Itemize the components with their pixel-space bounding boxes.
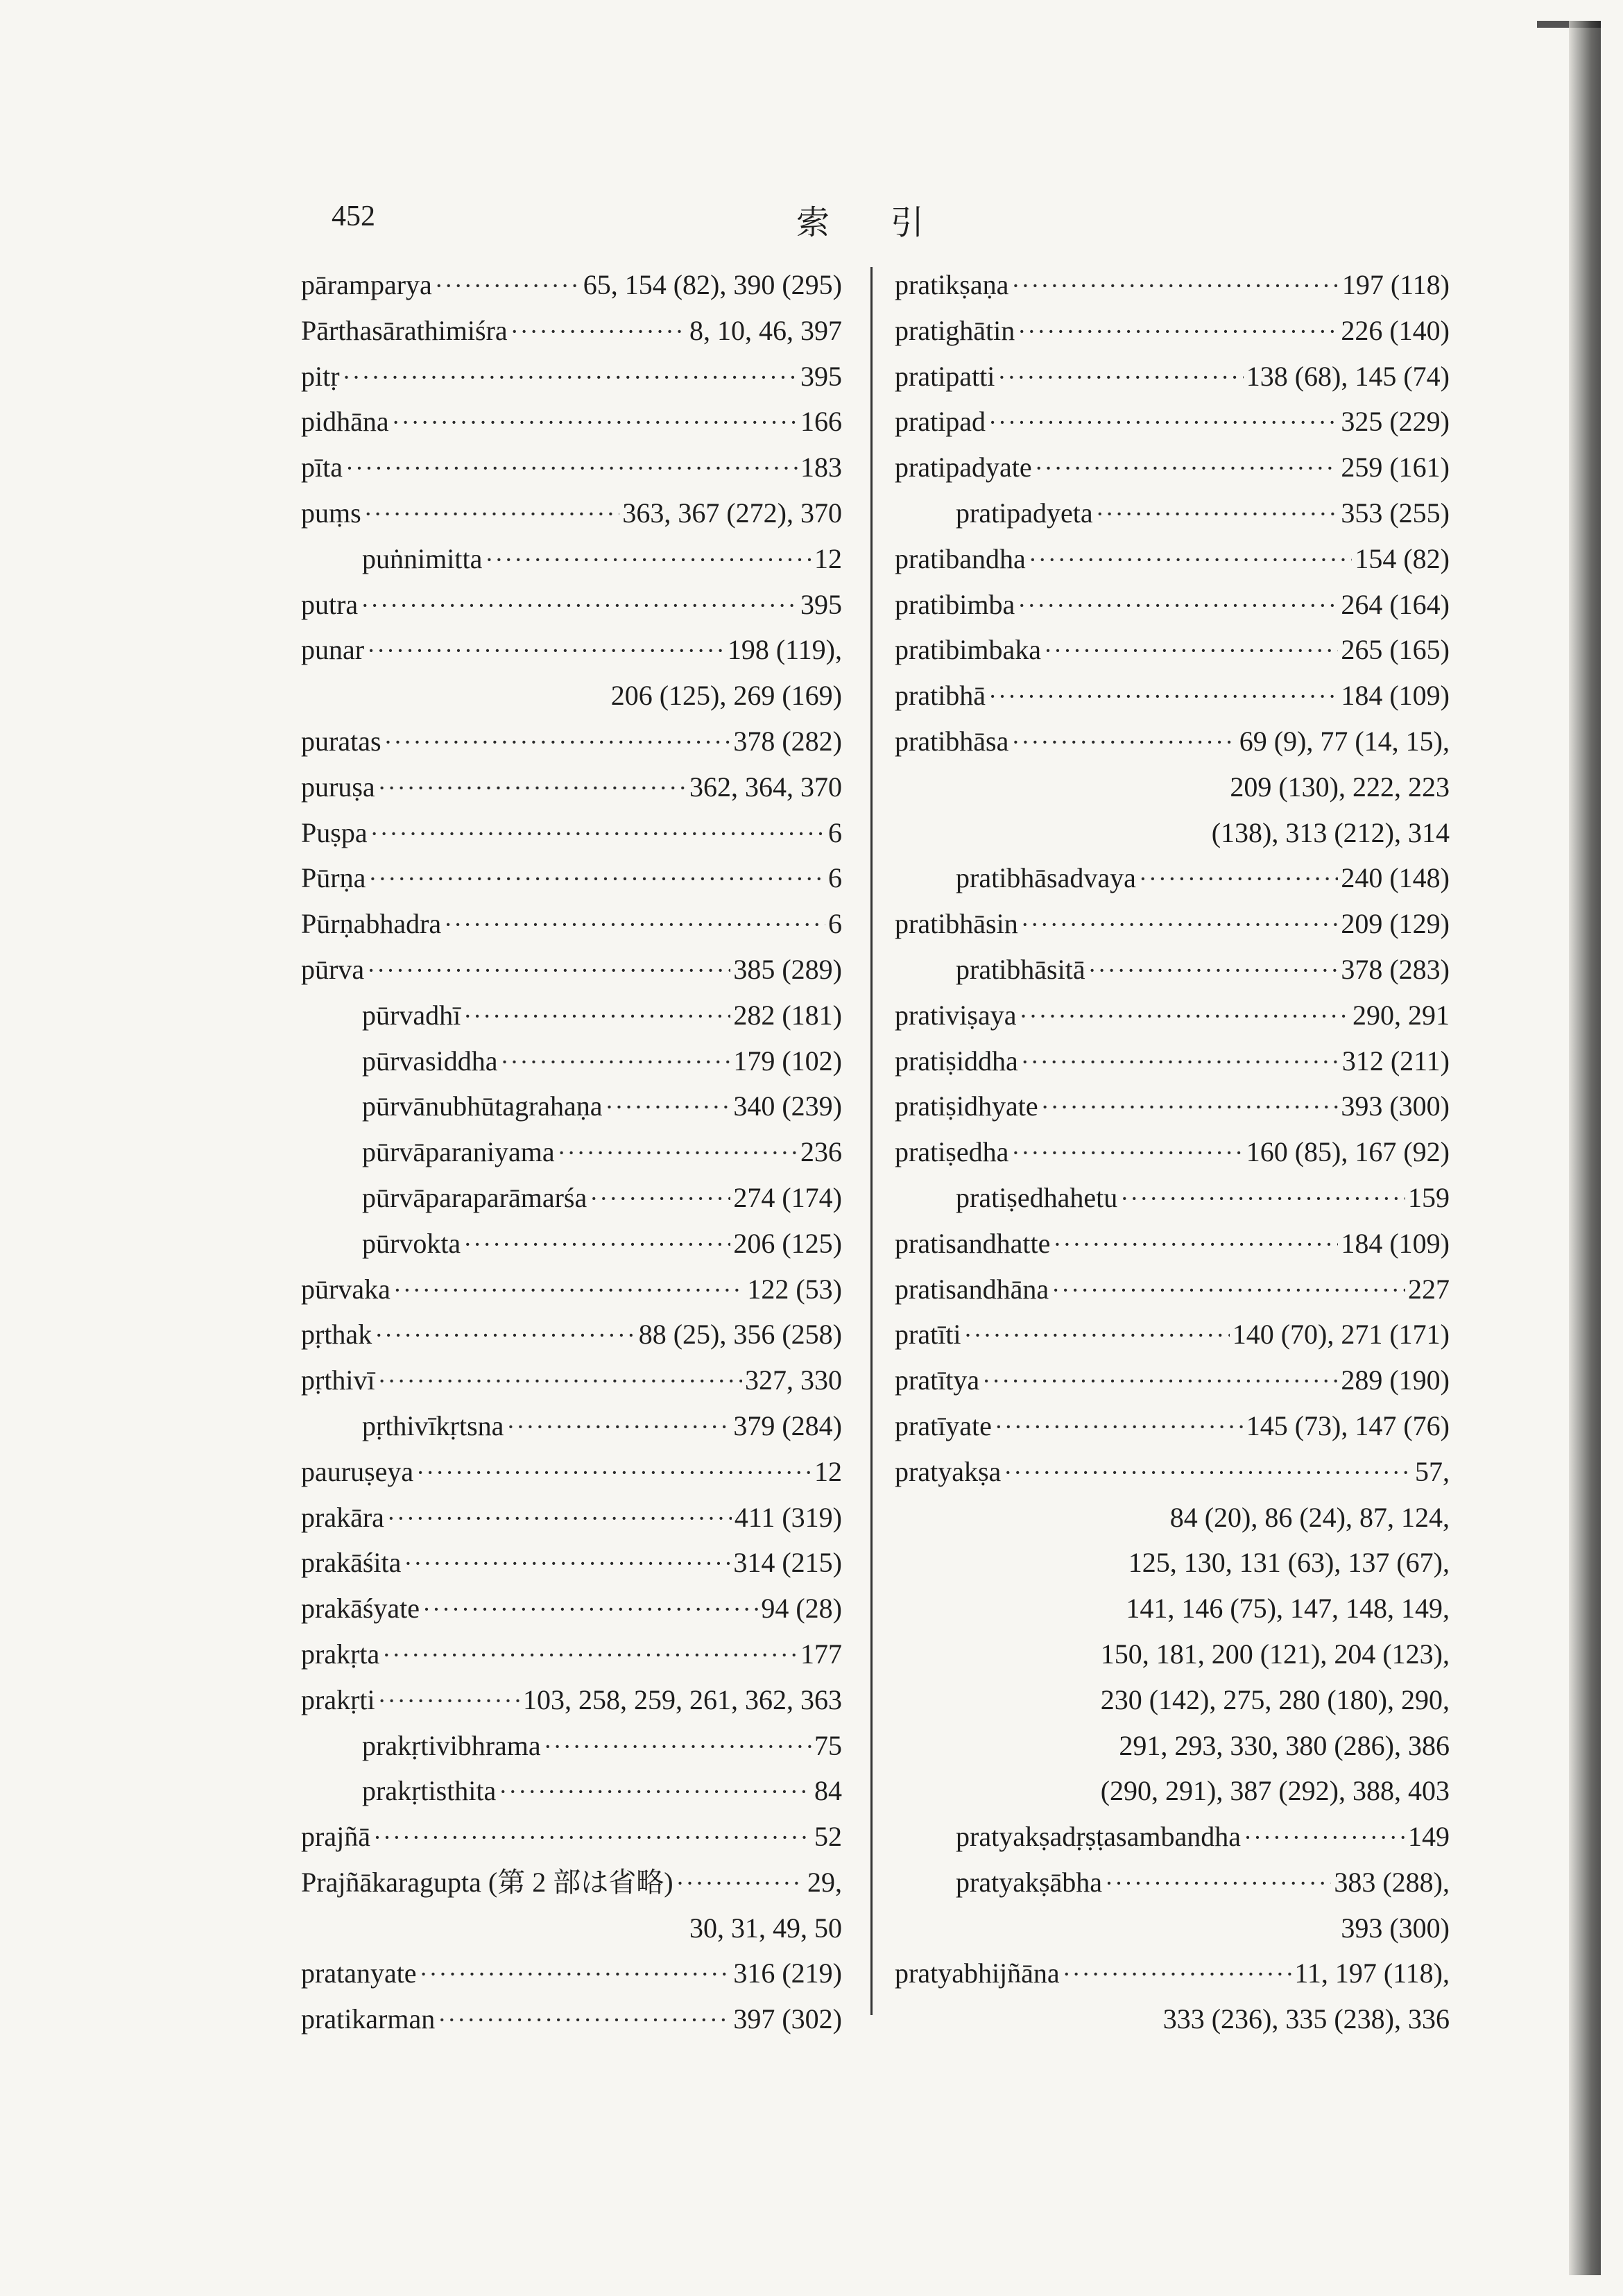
leader-dots [370, 812, 825, 857]
leader-dots [982, 1359, 1338, 1405]
index-entry [301, 1449, 842, 1495]
leader-dots [1029, 538, 1352, 583]
leader-dots [463, 1222, 730, 1268]
index-entry [895, 399, 1450, 445]
page-refs: 166 [800, 406, 842, 438]
index-term: pūrvānubhūtagrahaṇa [362, 1090, 603, 1122]
page-refs: 383 (288), [1334, 1866, 1450, 1898]
page-refs: 327, 330 [745, 1364, 842, 1396]
index-entry [895, 673, 1450, 719]
index-term: pūrvāparaniyama [362, 1136, 555, 1168]
index-term: pāramparya [301, 269, 432, 300]
index-term: putra [301, 588, 359, 620]
page-refs: 140 (70), 271 (171) [1232, 1319, 1450, 1351]
index-entry [301, 810, 842, 856]
leader-dots [444, 902, 825, 948]
index-entry-continuation: 230 (142), 275, 280 (180), 290, [1100, 1684, 1450, 1715]
index-term: prajñā [301, 1821, 370, 1853]
index-entry [895, 1951, 1450, 1996]
index-term: pratyakṣadṛṣṭasambandha [956, 1821, 1241, 1853]
index-subentry [301, 1038, 842, 1084]
index-term: pūrvaka [301, 1273, 390, 1305]
page-refs: 12 [814, 542, 842, 574]
index-entry [895, 536, 1450, 582]
index-entry [301, 1495, 842, 1541]
index-term: pidhāna [301, 406, 389, 438]
index-entry [301, 901, 842, 947]
leader-dots [1021, 902, 1339, 948]
page-refs: 179 (102) [733, 1045, 842, 1077]
leader-dots [995, 1405, 1244, 1450]
index-entry [301, 1540, 842, 1586]
leader-dots [422, 1587, 758, 1633]
index-subentry [301, 1768, 842, 1814]
index-term: prakṛtisthita [362, 1775, 497, 1807]
leader-dots [1053, 1222, 1338, 1268]
page-refs: 411 (319) [734, 1501, 842, 1533]
page-refs: 240 (148) [1341, 862, 1450, 894]
index-term: pṛthivī [301, 1364, 375, 1396]
leader-dots [590, 1176, 730, 1222]
page-refs: 6 [828, 816, 842, 848]
index-term: pūrvokta [362, 1227, 461, 1259]
page-refs: 84 [814, 1775, 842, 1807]
index-entry [301, 855, 842, 901]
leader-dots [1020, 994, 1350, 1040]
index-entry [895, 262, 1450, 308]
index-subentry [301, 1083, 842, 1129]
index-entry-continuation: 333 (236), 335 (238), 336 [1162, 2003, 1450, 2035]
index-term: pratyakṣābha [956, 1866, 1103, 1898]
index-term: Pūrṇabhadra [301, 908, 442, 940]
page-refs: 184 (109) [1341, 680, 1450, 712]
page-refs: 282 (181) [733, 999, 842, 1031]
leader-dots [364, 492, 620, 538]
index-entry [895, 1267, 1450, 1312]
page-refs: 379 (284) [733, 1410, 842, 1441]
index-entry [895, 445, 1450, 490]
index-entry [895, 1129, 1450, 1175]
title-char: 引 [891, 203, 925, 242]
page-refs: 122 (53) [747, 1273, 842, 1305]
index-subentry [301, 1175, 842, 1221]
leader-dots [384, 720, 731, 766]
title-char: 索 [796, 203, 830, 242]
index-subentry [301, 1221, 842, 1267]
page-refs: 29, [807, 1866, 842, 1898]
leader-dots [1011, 1131, 1243, 1176]
page-refs: 363, 367 (272), 370 [622, 497, 842, 529]
column-divider [870, 267, 873, 2015]
page-refs: 177 [800, 1638, 842, 1670]
page-refs: 52 [814, 1821, 842, 1853]
index-entry [895, 719, 1450, 764]
index-entry [301, 947, 842, 993]
leader-dots [345, 446, 798, 492]
index-entry [301, 1814, 842, 1860]
index-entry [301, 399, 842, 445]
leader-dots [382, 1633, 798, 1679]
leader-dots [420, 1952, 731, 1998]
leader-dots [367, 628, 725, 674]
page-refs: 393 (300) [1341, 1090, 1450, 1122]
index-subentry [301, 1129, 842, 1175]
index-entry [301, 1312, 842, 1357]
index-entry [301, 764, 842, 810]
index-subentry [895, 947, 1450, 993]
page-refs: 88 (25), 356 (258) [638, 1319, 842, 1351]
leader-dots [606, 1085, 731, 1131]
index-subentry [895, 1814, 1450, 1860]
leader-dots [964, 1313, 1230, 1359]
index-term: pratyakṣa [895, 1455, 1002, 1487]
page-refs: 6 [828, 908, 842, 940]
index-term: pratīti [895, 1319, 961, 1351]
leader-dots [499, 1770, 812, 1815]
page-refs: 11, 197 (118), [1294, 1957, 1450, 1989]
index-entry [301, 1267, 842, 1312]
index-entry-continuation: 125, 130, 131 (63), 137 (67), [1128, 1547, 1450, 1579]
leader-dots [378, 766, 687, 812]
page-refs: 183 [800, 452, 842, 483]
index-term: punar [301, 634, 365, 666]
leader-dots [416, 1450, 812, 1496]
index-entry [301, 262, 842, 308]
index-term: pratiṣedha [895, 1136, 1009, 1168]
page-refs: 197 (118) [1341, 269, 1450, 300]
index-term: pratibimbaka [895, 634, 1042, 666]
leader-dots [373, 1815, 812, 1861]
index-entry [895, 1083, 1450, 1129]
index-entry [301, 1357, 842, 1403]
index-term: pratibimba [895, 588, 1015, 620]
leader-dots [1088, 948, 1339, 994]
index-term: pṛthivīkṛtsna [362, 1410, 504, 1441]
index-subentry [301, 536, 842, 582]
leader-dots [378, 1359, 742, 1405]
index-term: pitṛ [301, 360, 340, 392]
index-subentry [895, 855, 1450, 901]
page-refs: 378 (282) [733, 725, 842, 757]
index-entry-continuation: 291, 293, 330, 380 (286), 386 [1119, 1729, 1450, 1761]
page-refs: 385 (289) [733, 953, 842, 985]
index-term: pūrvasiddha [362, 1045, 498, 1077]
index-entry [895, 1312, 1450, 1357]
index-entry [895, 627, 1450, 673]
index-entry [895, 901, 1450, 947]
index-term: pratipad [895, 406, 986, 438]
index-term: pratibandha [895, 542, 1026, 574]
leader-dots [1004, 1450, 1412, 1496]
index-entry-continuation: 84 (20), 86 (24), 87, 124, [1169, 1501, 1450, 1533]
index-entry [301, 582, 842, 628]
index-subentry [895, 490, 1450, 536]
index-entry [895, 1357, 1450, 1403]
page-refs: 12 [814, 1455, 842, 1487]
page-refs: 184 (109) [1341, 1227, 1450, 1259]
leader-dots [1017, 309, 1338, 355]
index-entry [895, 1038, 1450, 1084]
index-term: pratipadyate [895, 452, 1032, 483]
page-refs: 362, 364, 370 [689, 771, 842, 803]
index-term: prakāśita [301, 1547, 402, 1579]
leader-dots [378, 1679, 520, 1724]
page-refs: 353 (255) [1341, 497, 1450, 529]
page-refs: 57, [1415, 1455, 1450, 1487]
leader-dots [375, 1313, 636, 1359]
leader-dots [1044, 628, 1338, 674]
page-refs: 265 (165) [1341, 634, 1450, 666]
leader-dots [510, 309, 687, 355]
index-entry [895, 1449, 1450, 1495]
leader-dots [361, 583, 798, 629]
leader-dots [1063, 1952, 1292, 1998]
page-refs: 226 (140) [1341, 314, 1450, 346]
index-term: pratyabhijñāna [895, 1957, 1060, 1989]
page-refs: 274 (174) [733, 1181, 842, 1213]
page-refs: 149 [1408, 1821, 1450, 1853]
leader-dots [1011, 264, 1339, 309]
index-term: pratisandhatte [895, 1227, 1051, 1259]
page-refs: 325 (229) [1341, 406, 1450, 438]
page-refs: 69 (9), 77 (14, 15), [1239, 725, 1450, 757]
leader-dots [1021, 1040, 1339, 1086]
page-refs: 103, 258, 259, 261, 362, 363 [523, 1684, 842, 1715]
index-term: pūrva [301, 953, 365, 985]
index-term: pūrvadhī [362, 999, 461, 1031]
page-refs: 397 (302) [733, 2003, 842, 2035]
index-term: pūrvāparaparāmarśa [362, 1181, 587, 1213]
index-term: Pūrṇa [301, 862, 366, 894]
leader-dots [1139, 857, 1338, 902]
leader-dots [404, 1541, 730, 1587]
leader-dots [676, 1861, 805, 1907]
index-term: pratanyate [301, 1957, 417, 1989]
page-refs: 94 (28) [761, 1593, 842, 1625]
index-term: pratiṣedhahetu [956, 1181, 1118, 1213]
index-entry-continuation: 30, 31, 49, 50 [689, 1912, 842, 1944]
page-refs: 206 (125) [733, 1227, 842, 1259]
index-subentry [301, 1723, 842, 1769]
index-term: pauruṣeya [301, 1455, 414, 1487]
leader-dots [387, 1496, 732, 1542]
index-column-right [895, 262, 1450, 2042]
leader-dots [435, 264, 581, 309]
index-column-left [301, 262, 842, 2042]
leader-dots [1120, 1176, 1405, 1222]
leader-dots [501, 1040, 731, 1086]
page-refs: 145 (73), 147 (76) [1246, 1410, 1450, 1441]
index-term: prativiṣaya [895, 999, 1017, 1031]
leader-dots [1011, 720, 1236, 766]
page-refs: 395 [800, 588, 842, 620]
index-term: pratītya [895, 1364, 980, 1396]
index-entry [895, 354, 1450, 400]
index-term: prakāśyate [301, 1593, 420, 1625]
page-number: 452 [332, 200, 375, 232]
index-term: prakṛta [301, 1638, 380, 1670]
index-term: pratibhāsadvaya [956, 862, 1136, 894]
index-term: puratas [301, 725, 381, 757]
page-refs: 340 (239) [733, 1090, 842, 1122]
page-refs: 65, 154 (82), 390 (295) [583, 269, 842, 300]
index-term: pratibhāsin [895, 908, 1018, 940]
page-refs: 314 (215) [733, 1547, 842, 1579]
index-entry-continuation: (290, 291), 387 (292), 388, 403 [1100, 1775, 1450, 1807]
page-refs: 227 [1408, 1273, 1450, 1305]
index-term: pratisandhāna [895, 1273, 1049, 1305]
page-refs: 154 (82) [1355, 542, 1450, 574]
index-term: pratipatti [895, 360, 995, 392]
leader-dots [438, 1998, 730, 2044]
index-term: Prajñākaragupta (第 2 部は省略) [301, 1866, 673, 1898]
leader-dots [1096, 492, 1339, 538]
page-refs: 209 (129) [1341, 908, 1450, 940]
index-term: puruṣa [301, 771, 375, 803]
leader-dots [1017, 583, 1338, 629]
page-refs: 395 [800, 360, 842, 392]
leader-dots [988, 674, 1338, 720]
page-refs: 8, 10, 46, 397 [689, 314, 842, 346]
index-entry-continuation: 209 (130), 222, 223 [1230, 771, 1450, 803]
leader-dots [506, 1405, 730, 1450]
index-entry [895, 993, 1450, 1038]
index-entry [895, 1403, 1450, 1449]
index-entry [895, 582, 1450, 628]
leader-dots [393, 1268, 745, 1314]
index-subentry [895, 1860, 1450, 1905]
index-entry [301, 490, 842, 536]
index-entry [895, 308, 1450, 354]
index-subentry [895, 1175, 1450, 1221]
index-term: prakṛti [301, 1684, 375, 1715]
index-term: pṛthak [301, 1319, 372, 1351]
index-entry [301, 1860, 842, 1905]
page-title [796, 196, 985, 243]
index-term: puṃs [301, 497, 361, 529]
index-term: puṅnimitta [362, 542, 483, 574]
leader-dots [1035, 446, 1339, 492]
leader-dots [392, 400, 798, 446]
leader-dots [367, 948, 730, 994]
page-refs: 198 (119), [727, 634, 842, 666]
page-refs: 75 [814, 1729, 842, 1761]
page-refs: 160 (85), 167 (92) [1246, 1136, 1450, 1168]
page-refs: 236 [800, 1136, 842, 1168]
leader-dots [544, 1724, 812, 1770]
page-refs: 312 (211) [1341, 1045, 1450, 1077]
index-term: Pārthasārathimiśra [301, 314, 508, 346]
index-entry [301, 719, 842, 764]
page-refs: 6 [828, 862, 842, 894]
leader-dots [463, 994, 730, 1040]
index-entry-continuation: 393 (300) [1341, 1912, 1450, 1944]
index-entry [301, 1631, 842, 1677]
page-refs: 159 [1408, 1181, 1450, 1213]
index-entry [301, 354, 842, 400]
page-refs: 138 (68), 145 (74) [1246, 360, 1450, 392]
leader-dots [558, 1131, 798, 1176]
page-refs: 289 (190) [1341, 1364, 1450, 1396]
index-entry [301, 1996, 842, 2042]
leader-dots [988, 400, 1338, 446]
index-term: pratibhā [895, 680, 986, 712]
index-term: pratipadyeta [956, 497, 1093, 529]
index-term: pratibhāsitā [956, 953, 1085, 985]
page-refs: 259 (161) [1341, 452, 1450, 483]
index-term: pīta [301, 452, 343, 483]
index-subentry [301, 1403, 842, 1449]
index-entry [301, 308, 842, 354]
index-entry [301, 445, 842, 490]
leader-dots [343, 355, 798, 401]
leader-dots [368, 857, 825, 902]
index-term: Puṣpa [301, 816, 368, 848]
index-term: pratighātin [895, 314, 1015, 346]
index-entry [895, 1221, 1450, 1267]
page-refs: 264 (164) [1341, 588, 1450, 620]
leader-dots [1244, 1815, 1405, 1861]
index-term: pratikarman [301, 2003, 436, 2035]
index-entry-continuation: 150, 181, 200 (121), 204 (123), [1100, 1638, 1450, 1670]
index-entry-continuation: 141, 146 (75), 147, 148, 149, [1126, 1593, 1450, 1625]
leader-dots [485, 538, 812, 583]
index-term: pratibhāsa [895, 725, 1009, 757]
page-refs: 290, 291 [1352, 999, 1450, 1031]
index-entry [301, 627, 842, 673]
page-refs: 378 (283) [1341, 953, 1450, 985]
index-entry [301, 1677, 842, 1723]
index-entry [301, 1586, 842, 1631]
index-subentry [301, 993, 842, 1038]
index-entry-continuation: 206 (125), 269 (169) [610, 680, 842, 712]
index-term: prakāra [301, 1501, 384, 1533]
leader-dots [1051, 1268, 1405, 1314]
index-entry-continuation: (138), 313 (212), 314 [1211, 816, 1450, 848]
leader-dots [1105, 1861, 1331, 1907]
index-term: pratikṣaṇa [895, 269, 1009, 300]
binding-edge [1569, 21, 1601, 2275]
index-term: pratiṣiddha [895, 1045, 1018, 1077]
index-term: pratiṣidhyate [895, 1090, 1038, 1122]
leader-dots [1041, 1085, 1339, 1131]
index-term: pratīyate [895, 1410, 992, 1441]
page-refs: 316 (219) [733, 1957, 842, 1989]
index-entry [301, 1951, 842, 1996]
leader-dots [997, 355, 1243, 401]
index-term: prakṛtivibhrama [362, 1729, 541, 1761]
